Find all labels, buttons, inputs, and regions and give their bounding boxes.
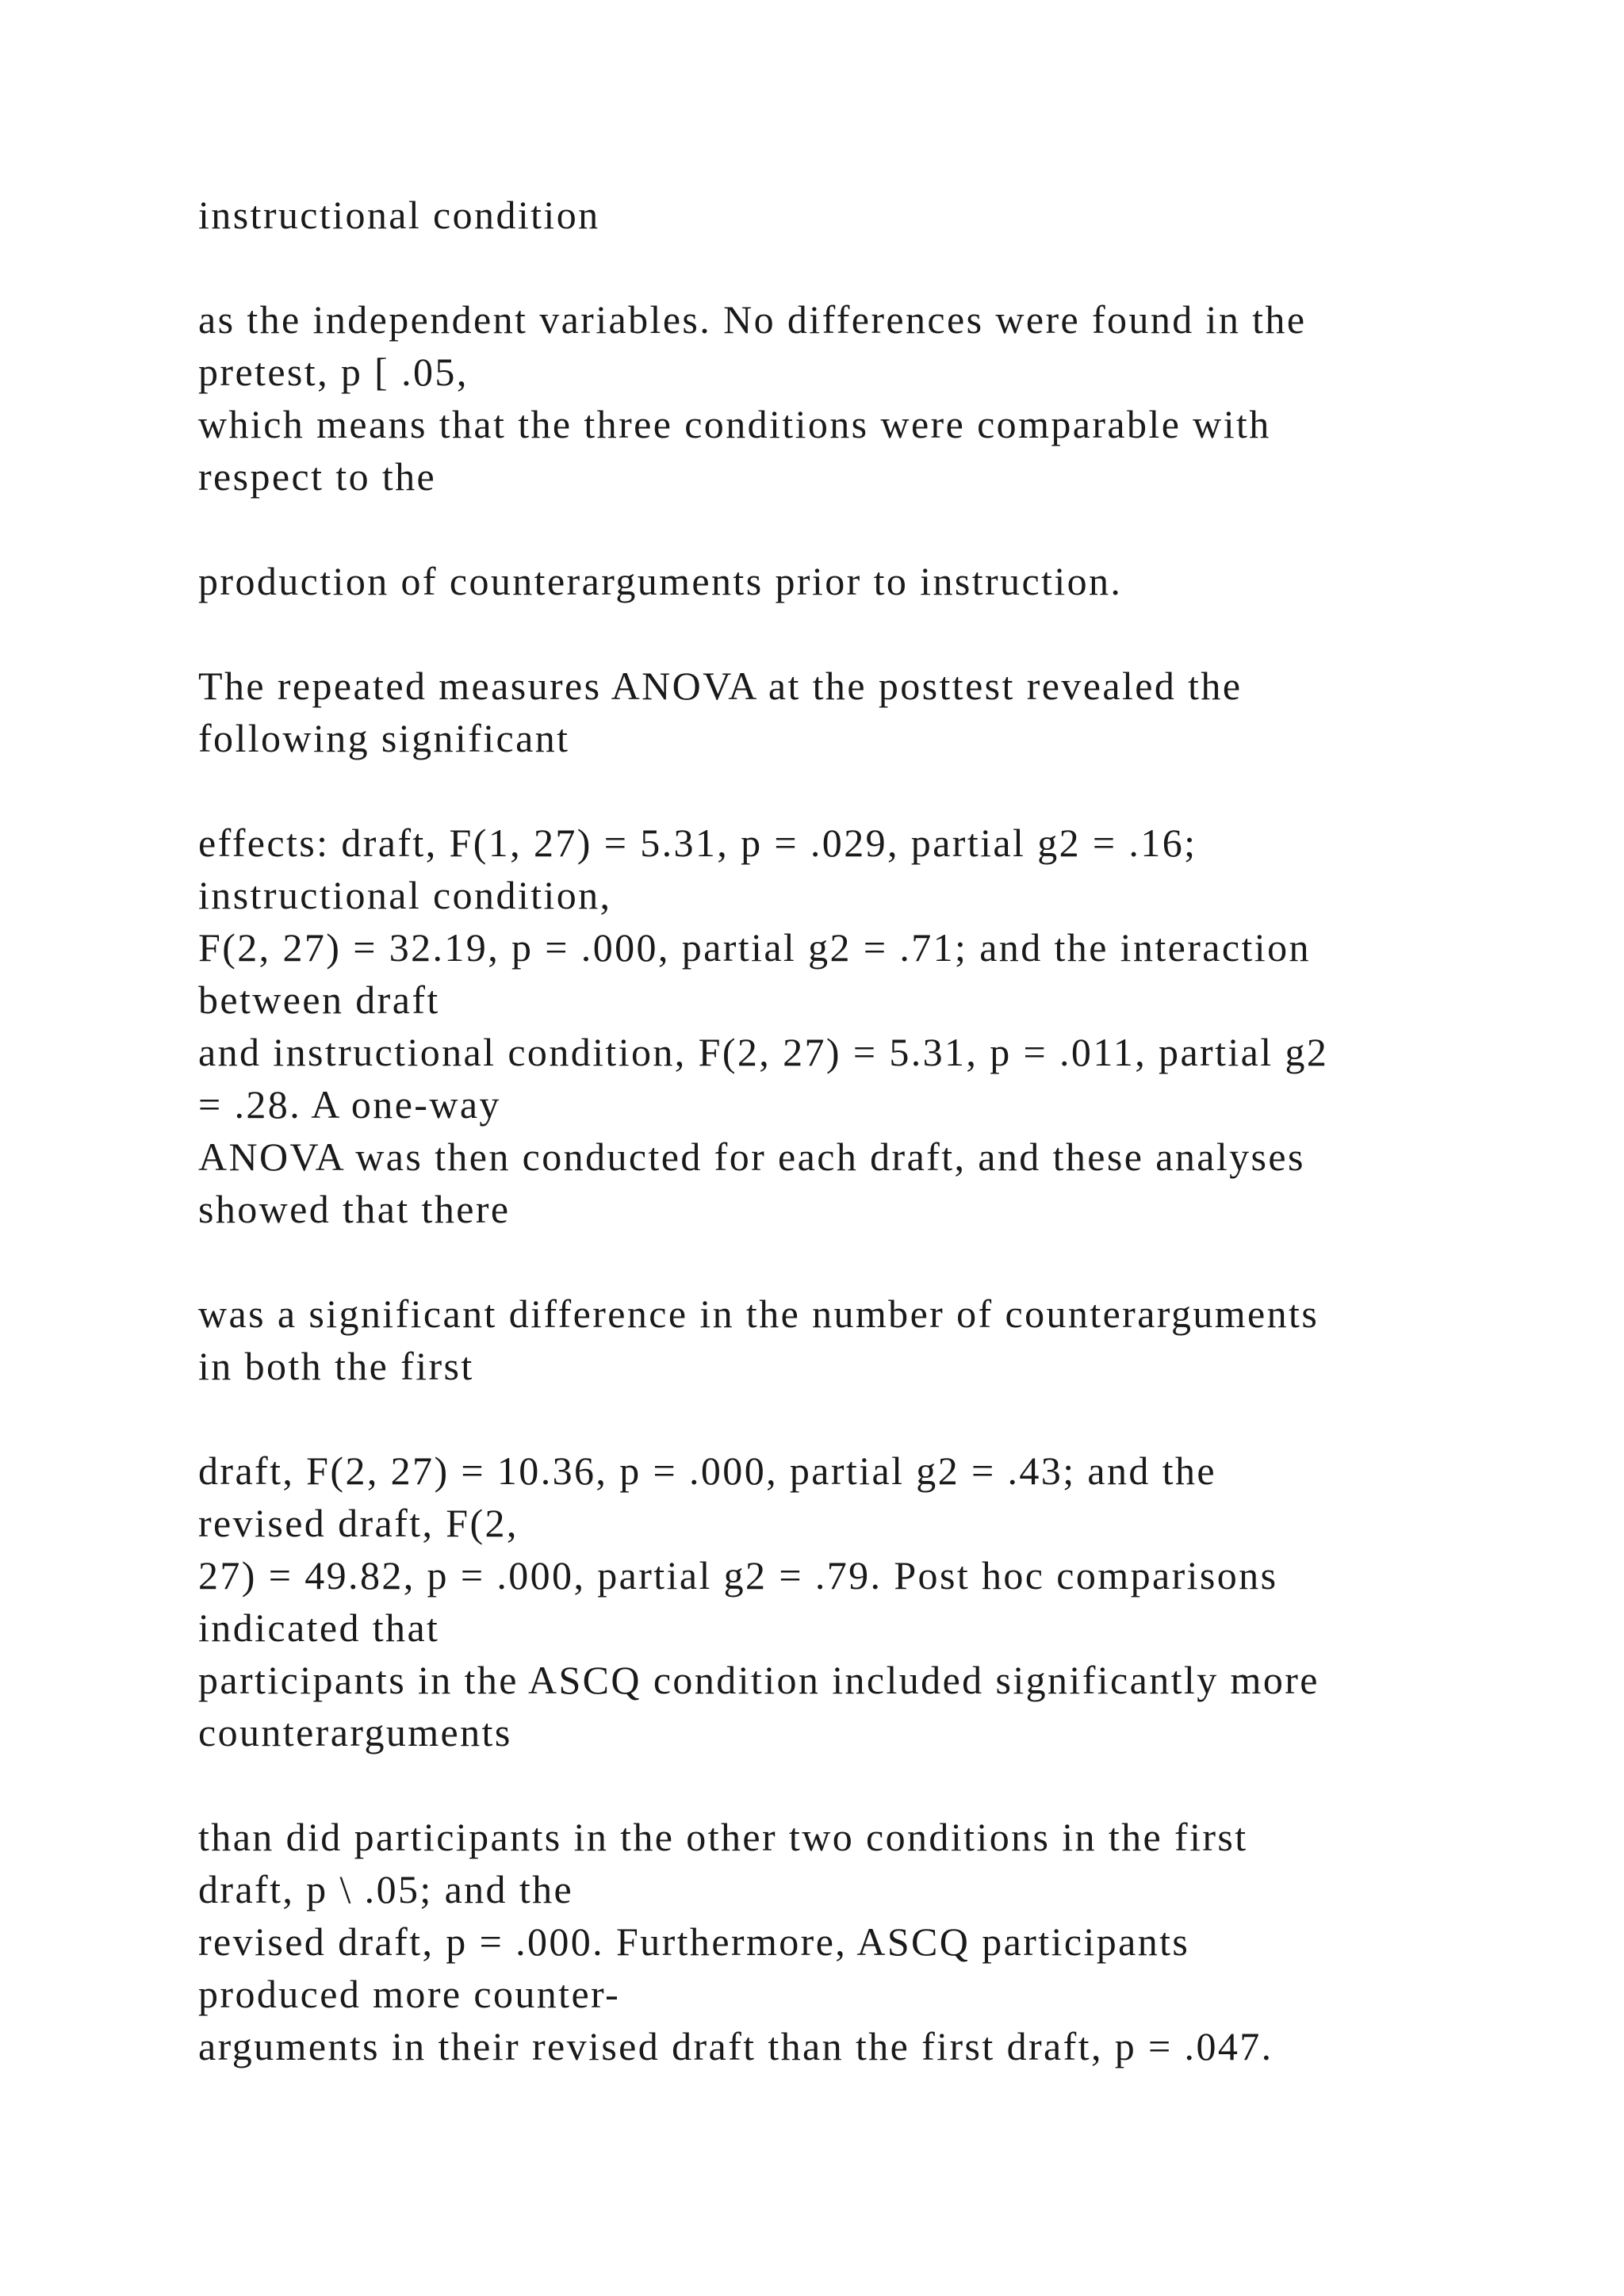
text-line: which means that the three conditions were comparable with [198, 402, 1271, 446]
paragraph-gap [198, 607, 1546, 660]
text-line: indicated that [198, 1605, 440, 1650]
text-line: as the independent variables. No differences were found in the [198, 297, 1307, 342]
paragraph-gap [198, 503, 1546, 555]
text-line: was a significant difference in the number of counterarguments [198, 1292, 1320, 1336]
paragraph-gap [198, 1392, 1546, 1445]
text-line: following significant [198, 716, 570, 760]
text-line: draft, p \ .05; and the [198, 1867, 574, 1911]
text-line: instructional condition [198, 193, 600, 237]
text-line: production of counterarguments prior to instruction. [198, 559, 1123, 603]
text-line: ANOVA was then conducted for each draft, and these analyses [198, 1135, 1305, 1179]
text-line: instructional condition, [198, 873, 612, 917]
paragraph-gap [198, 1235, 1546, 1288]
text-line: participants in the ASCQ condition included significantly more [198, 1658, 1320, 1702]
paragraph-gap [198, 764, 1546, 817]
text-line: The repeated measures ANOVA at the posttest revealed the [198, 664, 1243, 708]
paragraph-gap [198, 1758, 1546, 1811]
text-line: revised draft, p = .000. Furthermore, ASCQ participants [198, 1919, 1190, 1964]
paragraph-gap [198, 241, 1546, 293]
text-line: effects: draft, F(1, 27) = 5.31, p = .029, partial g2 = .16; [198, 821, 1197, 865]
text-line: draft, F(2, 27) = 10.36, p = .000, partial g2 = .43; and the [198, 1448, 1216, 1493]
text-line: arguments in their revised draft than the first draft, p = .047. [198, 2024, 1274, 2068]
text-line: revised draft, F(2, [198, 1501, 519, 1545]
text-line: respect to the [198, 454, 437, 499]
text-line: F(2, 27) = 32.19, p = .000, partial g2 = .71; and the interaction [198, 925, 1311, 970]
text-line: between draft [198, 978, 440, 1022]
text-line: produced more counter- [198, 1972, 621, 2016]
text-line: in both the first [198, 1344, 474, 1388]
text-line: and instructional condition, F(2, 27) = 5.31, p = .011, partial g2 [198, 1030, 1329, 1074]
text-line: pretest, p [ .05, [198, 350, 469, 394]
text-line: than did participants in the other two conditions in the first [198, 1815, 1248, 1859]
text-line: = .28. A one-way [198, 1082, 501, 1127]
text-line: counterarguments [198, 1710, 512, 1755]
text-line: 27) = 49.82, p = .000, partial g2 = .79. Post hoc comparisons [198, 1553, 1278, 1598]
text-line: showed that there [198, 1187, 511, 1231]
body-text [198, 189, 1546, 2072]
